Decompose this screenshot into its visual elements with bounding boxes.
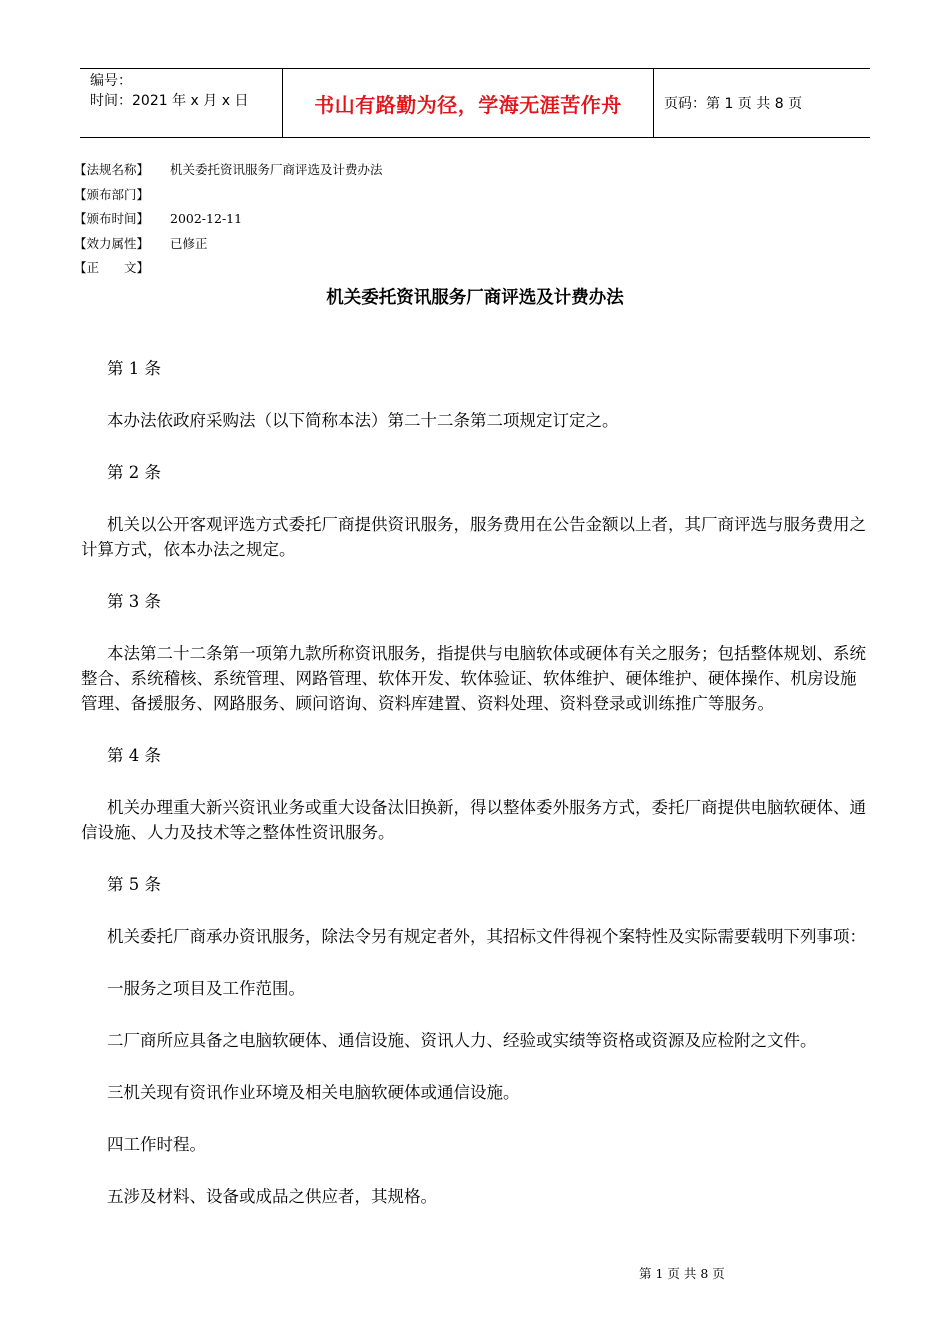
number-label: 编号： — [90, 73, 132, 89]
meta-label: 【法规名称】 — [74, 162, 150, 177]
meta-row — [74, 256, 383, 281]
page-footer: 第 1 页 共 8 页 — [639, 1266, 725, 1281]
document-body — [81, 356, 872, 1236]
meta-value: 2002-12-11 — [170, 211, 243, 227]
document-title: 机关委托资讯服务厂商评选及计费办法 — [326, 288, 624, 308]
paragraph: 机关委托厂商承办资讯服务，除法令另有规定者外，其招标文件得视个案特性及实际需要载明下列事项： — [107, 927, 866, 946]
article-heading: 第 1 条 — [107, 359, 161, 378]
list-item: 一服务之项目及工作范围。 — [107, 979, 305, 998]
page-indicator: 页码：第 1 页 共 8 页 — [664, 96, 803, 112]
meta-value: 机关委托资讯服务厂商评选及计费办法 — [170, 162, 383, 177]
meta-value: 已修正 — [170, 235, 208, 251]
paragraph: 机关以公开客观评选方式委托厂商提供资讯服务，服务费用在公告金额以上者，其厂商评选与服务费用之计算方式，依本办法之规定。 — [81, 515, 866, 559]
document-header — [80, 68, 870, 138]
meta-row — [74, 183, 383, 208]
meta-label: 【颁布时间】 — [74, 211, 150, 227]
article-heading: 第 5 条 — [107, 875, 161, 894]
list-item: 四工作时程。 — [107, 1135, 206, 1154]
paragraph: 本办法依政府采购法（以下简称本法）第二十二条第二项规定订定之。 — [107, 411, 619, 430]
meta-label: 【颁布部门】 — [74, 186, 150, 202]
article-heading: 第 2 条 — [107, 463, 161, 482]
meta-row — [74, 158, 383, 183]
list-item: 三机关现有资讯作业环境及相关电脑软硬体或通信设施。 — [107, 1083, 520, 1102]
article-heading: 第 3 条 — [107, 592, 161, 611]
paragraph: 机关办理重大新兴资讯业务或重大设备汰旧换新，得以整体委外服务方式，委托厂商提供电脑软硬体、通信设施、人力及技术等之整体性资讯服务。 — [81, 798, 866, 842]
meta-label: 【效力属性】 — [74, 235, 150, 251]
meta-row — [74, 207, 383, 232]
list-item: 五涉及材料、设备或成品之供应者，其规格。 — [107, 1187, 437, 1206]
paragraph: 本法第二十二条第一项第九款所称资讯服务，指提供与电脑软体或硬体有关之服务；包括整体规划、系统整合、系统稽核、系统管理、网路管理、软体开发、软体验证、软体维护、硬体维护、硬体操作、机房设施管理、备援服务、网路服务、顾问谘询、资料库建置、资料处理、资料登录或训练推广等服务。 — [81, 644, 866, 713]
regulation-metadata — [74, 158, 383, 281]
meta-row — [74, 232, 383, 257]
meta-label: 【正 文】 — [74, 260, 150, 276]
time-label: 时间：2021 年 x 月 x 日 — [90, 93, 249, 109]
article-heading: 第 4 条 — [107, 746, 161, 765]
list-item: 二厂商所应具备之电脑软硬体、通信设施、资讯人力、经验或实绩等资格或资源及应检附之文件。 — [107, 1031, 817, 1050]
motto: 书山有路勤为径，学海无涯苦作舟 — [282, 69, 654, 137]
header-info-cell — [80, 69, 282, 137]
